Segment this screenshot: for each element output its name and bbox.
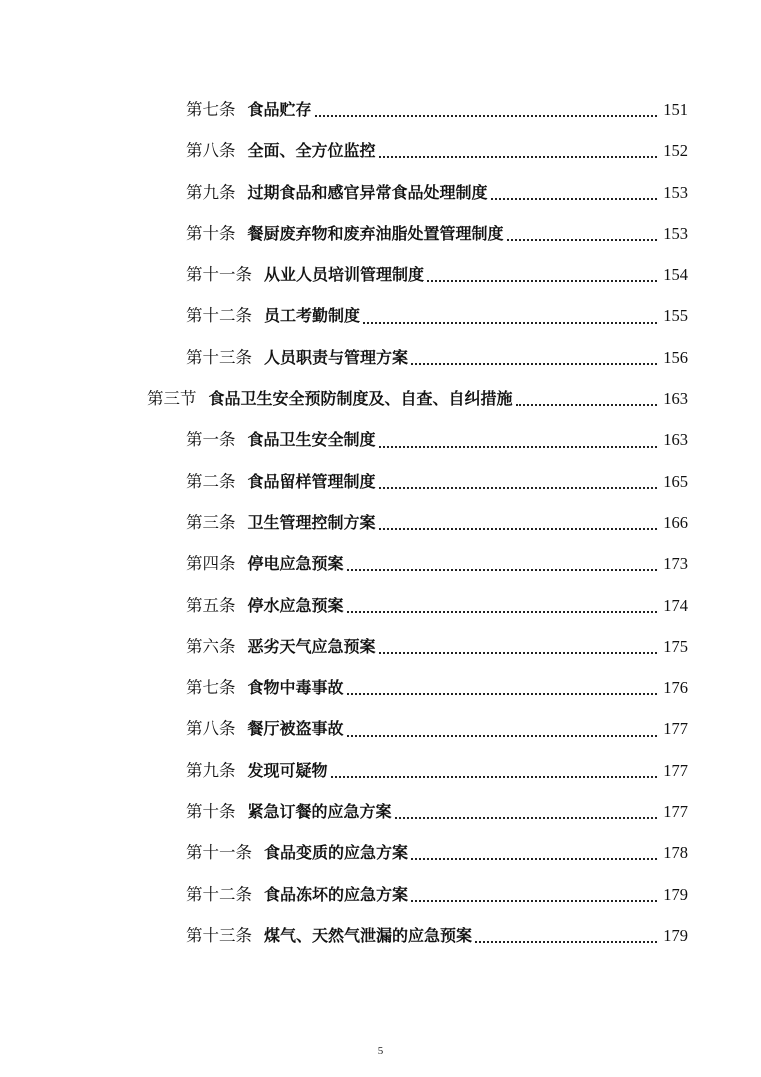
dot-leader [379,486,657,489]
toc-entry-number: 第十条 [186,802,236,822]
toc-entry[interactable] [0,502,761,543]
toc-entry-page: 153 [663,182,688,202]
toc-entry-title: 卫生管理控制方案 [247,512,376,532]
toc-entry-title: 煤气、天然气泄漏的应急预案 [264,925,473,945]
toc-entry-number: 第七条 [186,678,236,698]
toc-entry-page: 152 [663,141,688,161]
dot-leader [347,692,657,695]
toc-entry[interactable] [0,791,761,832]
toc-entry-title: 恶劣天气应急预案 [247,636,376,656]
toc-entry-page: 156 [663,347,688,367]
toc-entry-number: 第十一条 [186,265,252,285]
toc-entry-page: 177 [663,802,688,822]
toc-entry-page: 153 [663,223,688,243]
toc-entry-title: 紧急订餐的应急方案 [247,802,392,822]
toc-entry-page: 175 [663,636,688,656]
toc-entry[interactable] [0,295,761,336]
toc-entry[interactable] [0,832,761,873]
toc-entry-number: 第十二条 [186,306,252,326]
dot-leader [411,899,657,902]
dot-leader [347,610,657,613]
toc-entry-page: 179 [663,925,688,945]
toc-entry-title: 食品贮存 [247,100,312,119]
toc-entry-number: 第九条 [186,760,236,780]
toc-entry-title: 食品卫生安全制度 [247,430,376,450]
toc-entry[interactable] [0,254,761,295]
dot-leader [347,734,657,737]
toc-entry-title: 从业人员培训管理制度 [264,265,425,285]
toc-entry[interactable] [0,543,761,584]
toc-entry-page: 163 [663,389,688,409]
toc-entry-number: 第三条 [186,512,236,532]
dot-leader [507,238,657,241]
toc-entry-number: 第十二条 [186,884,252,904]
dot-leader [331,775,657,778]
dot-leader [516,403,657,406]
toc-entry-number: 第十条 [186,223,236,243]
dot-leader [379,651,657,654]
toc-entry-title: 发现可疑物 [247,760,328,780]
toc-entry[interactable] [0,337,761,378]
toc-entry-page: 165 [663,471,688,491]
dot-leader [379,155,657,158]
dot-leader [379,445,657,448]
toc-entry-title: 食品留样管理制度 [247,471,376,491]
dot-leader [395,816,657,819]
toc-entry[interactable] [0,89,761,130]
page-number: 5 [377,1045,384,1057]
toc-entry-title: 人员职责与管理方案 [264,347,409,367]
toc-entry-page: 166 [663,512,688,532]
toc-entry[interactable] [0,708,761,749]
dot-leader [363,321,657,324]
toc-entry[interactable] [0,172,761,213]
dot-leader [347,568,657,571]
toc-entry-page: 179 [663,884,688,904]
toc-entry-number: 第十三条 [186,925,252,945]
toc-entry-page: 173 [663,554,688,574]
toc-entry-number: 第五条 [186,595,236,615]
toc-entry-number: 第八条 [186,141,236,161]
toc-entry-number: 第八条 [186,719,236,739]
toc-entry-number: 第四条 [186,554,236,574]
toc-entry[interactable] [0,419,761,460]
toc-entry-page: 176 [663,678,688,698]
toc-entry[interactable] [0,213,761,254]
toc-entry-title: 停电应急预案 [247,554,344,574]
toc-entry[interactable] [0,585,761,626]
toc-entry[interactable] [0,461,761,502]
toc-entry-title: 过期食品和感官异常食品处理制度 [247,182,488,202]
table-of-contents [0,89,761,956]
dot-leader [411,362,657,365]
toc-entry[interactable] [0,626,761,667]
toc-entry[interactable] [0,667,761,708]
toc-entry-title: 停水应急预案 [247,595,344,615]
toc-entry-page: 155 [663,306,688,326]
dot-leader [411,857,657,860]
dot-leader [315,114,657,117]
toc-entry-title: 食品冻坏的应急方案 [264,884,409,904]
toc-entry-title: 食物中毒事故 [247,678,344,698]
toc-entry-title: 员工考勤制度 [264,306,361,326]
toc-entry-number: 第十三条 [186,347,252,367]
toc-entry[interactable] [0,750,761,791]
toc-entry-title: 食品变质的应急方案 [264,843,409,863]
toc-entry-number: 第一条 [186,430,236,450]
toc-entry-title: 食品卫生安全预防制度及、自查、自纠措施 [208,389,513,409]
toc-entry[interactable] [0,874,761,915]
dot-leader [427,279,657,282]
toc-entry-number: 第九条 [186,182,236,202]
toc-entry-page: 163 [663,430,688,450]
toc-entry-number: 第十一条 [186,843,252,863]
toc-entry-page: 151 [663,100,688,119]
toc-entry-page: 177 [663,760,688,780]
toc-entry[interactable] [0,130,761,171]
toc-entry-title: 餐厅被盗事故 [247,719,344,739]
toc-entry-number: 第七条 [186,100,236,119]
toc-entry-page: 174 [663,595,688,615]
toc-entry-number: 第二条 [186,471,236,491]
dot-leader [475,940,657,943]
toc-entry[interactable] [0,915,761,956]
dot-leader [491,197,657,200]
toc-entry-title: 全面、全方位监控 [247,141,376,161]
toc-entry-title: 餐厨废弃物和废弃油脂处置管理制度 [247,223,504,243]
toc-entry-number: 第六条 [186,636,236,656]
toc-entry-page: 154 [663,265,688,285]
toc-section-entry[interactable] [0,378,761,419]
dot-leader [379,527,657,530]
toc-entry-number: 第三节 [147,389,197,409]
toc-entry-page: 177 [663,719,688,739]
toc-entry-page: 178 [663,843,688,863]
